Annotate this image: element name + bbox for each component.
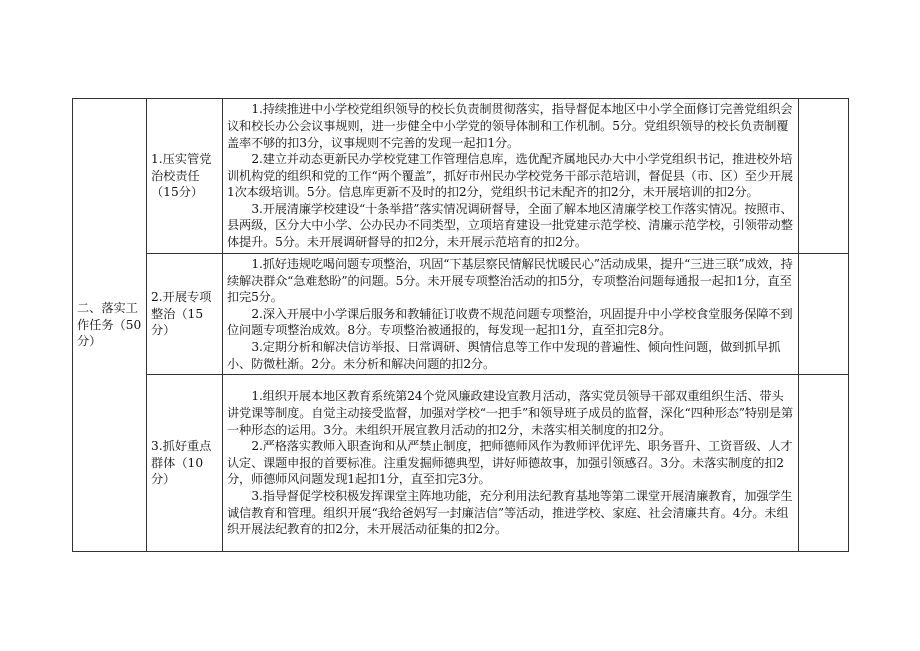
content-paragraph: 3.定期分析和解决信访举报、日常调研、舆情信息等工作中发现的普遍性、倾向性问题，做到抓早抓小、防微杜渐。2分。未分析和解决问题的扣2分。: [227, 339, 781, 371]
table-row: [73, 375, 849, 552]
subitem-cell: 2.开展专项整治（15分）: [147, 254, 223, 375]
content-paragraph: 1.持续推进中小学校党组织领导的校长负责制贯彻落实，指导督促本地区中小学全面修订完善党组织会议和校长办公会议事规则，进一步健全中小学党的领导体制和工作机制。5分。党组织领导的校长负责制覆盖率不够的扣3分，议事规则不完善的发现一起扣1分。: [227, 102, 793, 150]
content-paragraph: 1.组织开展本地区教育系统第24个党风廉政建设宣教月活动，落实党员领导干部双重组织生活、带头讲党课等制度。自觉主动接受监督，加强对学校“一把手”和领导班子成员的监督，深化“四种形态”特别是第一种形态的运用。3分。未组织开展宣教月活动的扣2分，未落实相关制度的扣2分。: [227, 389, 794, 437]
content-paragraph: 3.开展清廉学校建设“十条举措”落实情况调研督导，全面了解本地区清廉学校工作落实情况。按照市、县两级，区分大中小学、公办民办不同类型，立项培育建设一批党建示范学校、清廉示范学校，引领带动整体提升。5分。未开展调研督导的扣2分，未开展示范培育的扣2分。: [227, 201, 793, 250]
content-paragraph: 1.抓好违规吃喝问题专项整治，巩固“下基层察民情解民忧暖民心”活动成果，提升“三进三联”成效，持续解决群众“急难愁盼”的问题。5分。未开展专项整治活动的扣5分，专项整治问题每通报一起扣1分，直至扣完5分。: [227, 257, 793, 305]
content-cell: [223, 99, 799, 254]
content-cell: [223, 254, 799, 375]
score-cell: [799, 375, 849, 552]
score-cell: [799, 254, 849, 375]
content-paragraph: 2.严格落实教师入职查询和从严禁止制度，把师德师风作为教师评优评先、职务晋升、工资晋级、人才认定、课题申报的首要标准。注重发掘师德典型，讲好师德故事，加强引领感召。3分。未落实制度的扣2分，师德师风问题发现1起扣1分，直至扣完3分。: [227, 439, 793, 487]
table-row: [73, 254, 849, 375]
evaluation-table: [72, 98, 849, 552]
category-cell: 二、落实工作任务（50分）: [73, 99, 147, 552]
subitem-cell: 1.压实管党治校责任（15分）: [147, 99, 223, 254]
table-row: [73, 99, 849, 254]
content-paragraph: 2.深入开展中小学课后服务和教辅征订收费不规范问题专项整治，巩固提升中小学校食堂服务保障不到位问题专项整治成效。8分。专项整治被通报的，每发现一起扣1分，直至扣完8分。: [227, 306, 793, 338]
content-paragraph: 3.指导督促学校积极发挥课堂主阵地功能，充分利用法纪教育基地等第二课堂开展清廉教育，加强学生诚信教育和管理。组织开展“我给爸妈写一封廉洁信”等活动，推进学校、家庭、社会清廉共育。4分。未组织开展法纪教育的扣2分，未开展活动征集的扣2分。: [227, 489, 793, 537]
content-cell: [223, 375, 799, 552]
subitem-cell: 3.抓好重点群体（10分）: [147, 375, 223, 552]
content-paragraph: 2.建立并动态更新民办学校党建工作管理信息库，选优配齐属地民办大中小学党组织书记，推进校外培训机构党的组织和党的工作“两个覆盖”，抓好市州民办学校党务干部示范培训，督促县（市、区）至少开展1次本级培训。5分。信息库更新不及时的扣2分，党组织书记未配齐的扣2分，未开展培训的扣2分。: [227, 152, 793, 200]
score-cell: [799, 99, 849, 254]
